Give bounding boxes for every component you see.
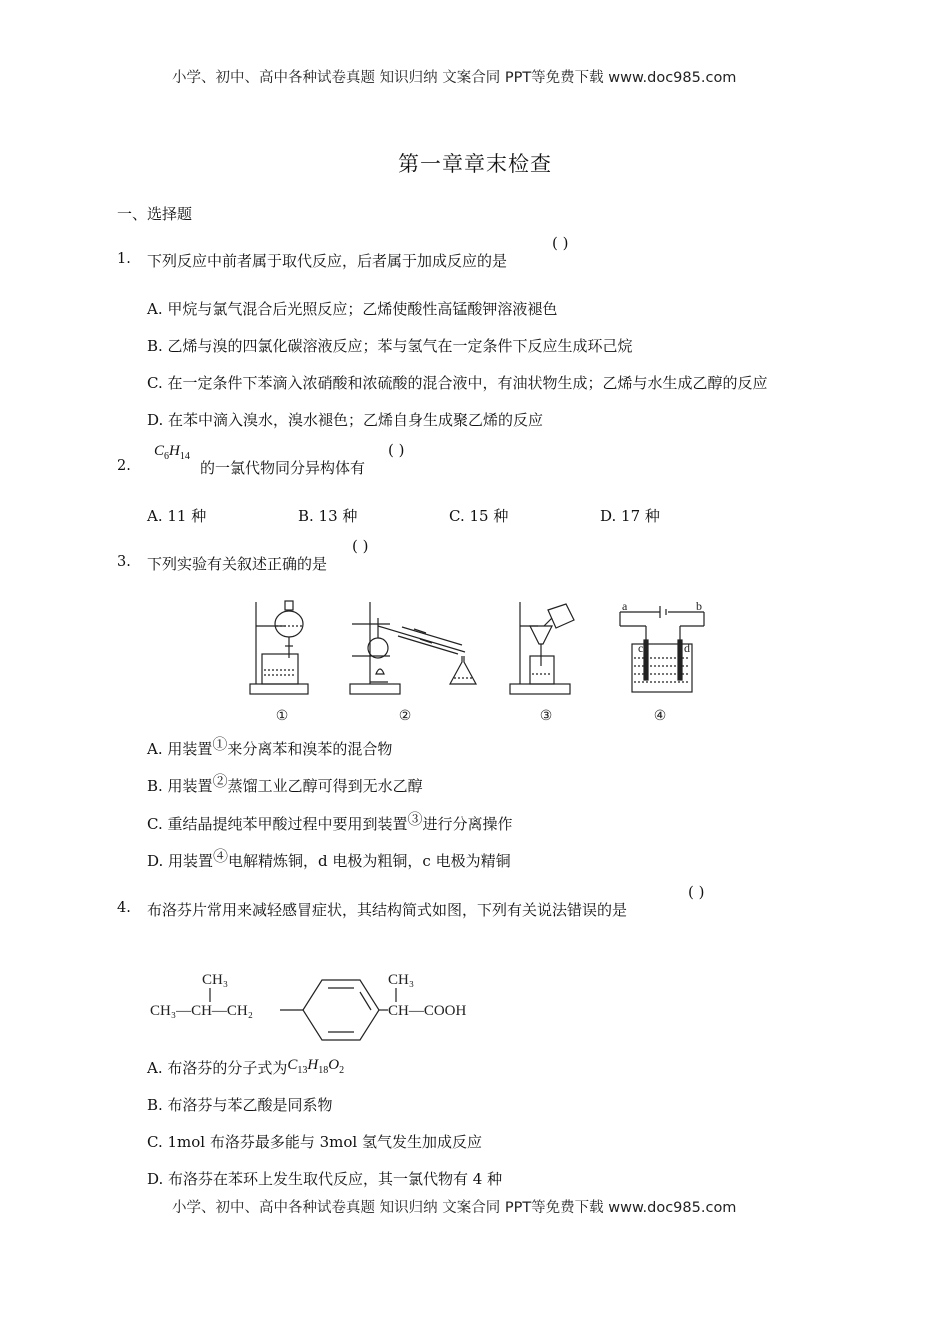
option-a: A. 甲烷与氯气混合后光照反应；乙烯使酸性高锰酸钾溶液褪色 bbox=[147, 300, 558, 318]
question-number: 2. bbox=[117, 458, 131, 474]
apparatus-figure bbox=[240, 596, 720, 726]
question-stem: 布洛芬片常用来减轻感冒症状，其结构简式如图，下列有关说法错误的是 bbox=[147, 901, 628, 919]
question-number: 1. bbox=[117, 251, 131, 267]
answer-parenthesis: ( ) bbox=[552, 234, 569, 252]
option-b: B. 布洛芬与苯乙酸是同系物 bbox=[147, 1096, 333, 1114]
label-a: a bbox=[622, 599, 628, 613]
option-c: C. 1mol 布洛芬最多能与 3mol 氢气发生加成反应 bbox=[147, 1133, 482, 1151]
option-c: C. 重结晶提纯苯甲酸过程中要用到装置③进行分离操作 bbox=[147, 810, 513, 833]
option-c: C. 15 种 bbox=[449, 507, 509, 525]
option-b: B. 13 种 bbox=[298, 507, 358, 525]
option-a: A. 布洛芬的分子式为$C_{13}H_{18}O_2$ bbox=[147, 1057, 345, 1077]
question-number: 3. bbox=[117, 554, 131, 570]
page-header: 小学、初中、高中各种试卷真题 知识归纳 文案合同 PPT等免费下载 www.doc985.com bbox=[172, 70, 737, 86]
question-stem: 下列实验有关叙述正确的是 bbox=[147, 555, 328, 573]
apparatus-1-separatory-funnel bbox=[250, 601, 308, 694]
question-stem: 下列反应中前者属于取代反应，后者属于加成反应的是 bbox=[147, 252, 508, 270]
formula-c13h18o2: $C_{13}H_{18}O_2$ bbox=[287, 1057, 345, 1076]
option-d: D. 用装置④电解精炼铜，d 电极为粗铜，c 电极为精铜 bbox=[147, 847, 511, 870]
option-d: D. 17 种 bbox=[600, 507, 660, 525]
benzene-ring bbox=[303, 980, 379, 1040]
figure-label-2: ② bbox=[398, 709, 412, 724]
ibuprofen-structure bbox=[148, 962, 493, 1044]
label-c: c bbox=[638, 641, 644, 655]
ch3-branch-left: CH₃ bbox=[202, 972, 229, 988]
option-d: D. 布洛芬在苯环上发生取代反应，其一氯代物有 4 种 bbox=[147, 1170, 503, 1188]
option-a: A. 11 种 bbox=[147, 507, 207, 525]
ch3-branch-right: CH₃ bbox=[388, 972, 415, 988]
answer-parenthesis: ( ) bbox=[688, 883, 705, 901]
alkyl-chain: CH₃—CH—CH₂ bbox=[150, 1003, 253, 1019]
option-a: A. 用装置①来分离苯和溴苯的混合物 bbox=[147, 735, 393, 758]
figure-label-1: ① bbox=[275, 709, 289, 724]
question-stem: 的一氯代物同分异构体有 bbox=[200, 459, 366, 477]
page-title: 第一章章末检查 bbox=[398, 152, 552, 176]
label-b: b bbox=[696, 599, 702, 613]
apparatus-4-electrolysis bbox=[620, 606, 704, 692]
apparatus-2-distillation bbox=[350, 602, 476, 694]
figure-label-3: ③ bbox=[539, 709, 553, 724]
apparatus-3-filtration bbox=[510, 602, 574, 694]
question-number: 4. bbox=[117, 900, 131, 916]
formula-c6h14: $C_6H_{14}$ bbox=[154, 443, 190, 462]
option-c: C. 在一定条件下苯滴入浓硝酸和浓硫酸的混合液中，有油状物生成；乙烯与水生成乙醇的反应 bbox=[147, 374, 768, 392]
page-footer: 小学、初中、高中各种试卷真题 知识归纳 文案合同 PPT等免费下载 www.doc985.com bbox=[172, 1200, 737, 1216]
answer-parenthesis: ( ) bbox=[388, 441, 405, 459]
option-b: B. 用装置②蒸馏工业乙醇可得到无水乙醇 bbox=[147, 772, 423, 795]
option-b: B. 乙烯与溴的四氯化碳溶液反应；苯与氢气在一定条件下反应生成环己烷 bbox=[147, 337, 633, 355]
answer-parenthesis: ( ) bbox=[352, 537, 369, 555]
option-d: D. 在苯中滴入溴水，溴水褪色；乙烯自身生成聚乙烯的反应 bbox=[147, 411, 544, 429]
label-d: d bbox=[684, 641, 690, 655]
figure-label-4: ④ bbox=[653, 709, 667, 724]
section-heading: 一、选择题 bbox=[117, 205, 193, 223]
carboxylic-acid-group: CH—COOH bbox=[388, 1003, 467, 1019]
